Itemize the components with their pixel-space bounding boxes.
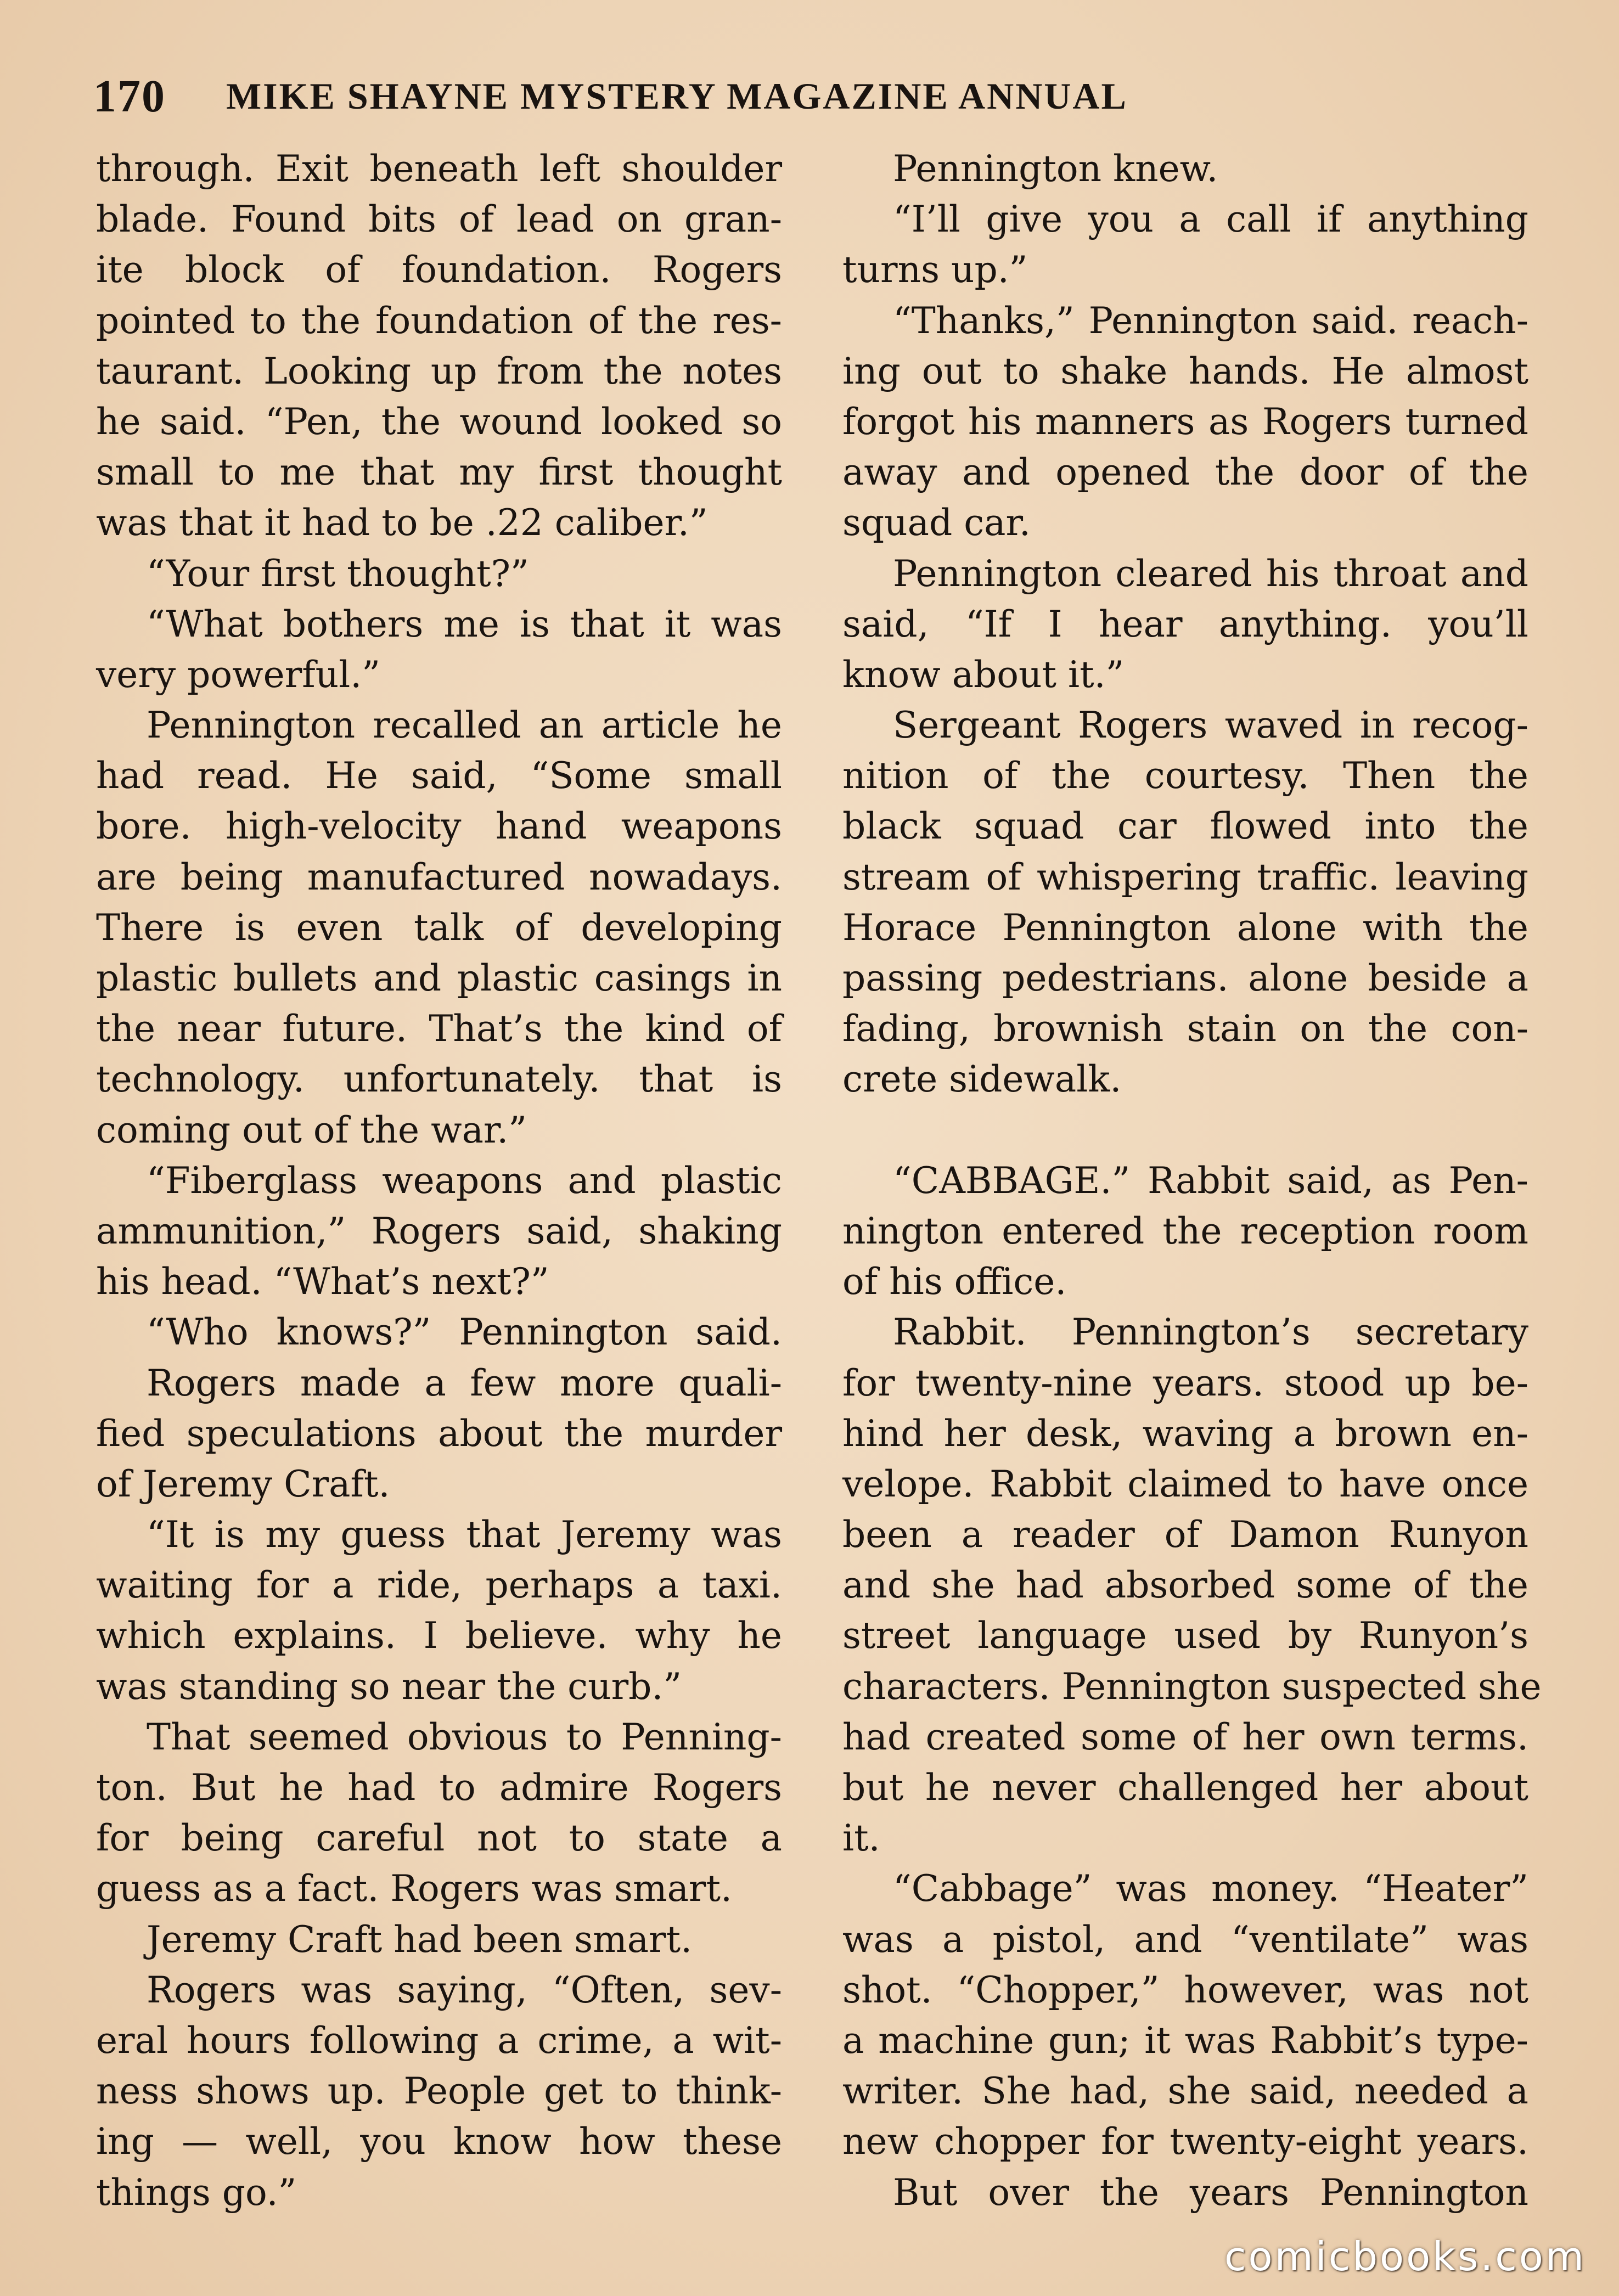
text-line: velope. Rabbit claimed to have once bbox=[842, 1462, 1528, 1505]
text-line: “Your first thought?” bbox=[147, 552, 529, 595]
text-line: small to me that my first thought bbox=[96, 451, 782, 494]
text-line: black squad car flowed into the bbox=[842, 805, 1528, 848]
text-line: of his office. bbox=[842, 1260, 1067, 1303]
text-line: nington entered the reception room bbox=[842, 1209, 1528, 1252]
text-line bbox=[842, 1105, 1528, 1156]
text-line: shot. “Chopper,” however, was not bbox=[842, 1968, 1528, 2011]
text-line: writer. She had, she said, needed a bbox=[842, 2070, 1528, 2113]
running-head: MIKE SHAYNE MYSTERY MAGAZINE ANNUAL bbox=[226, 75, 1128, 117]
page-header bbox=[93, 66, 1531, 126]
text-line: very powerful.” bbox=[96, 653, 381, 696]
text-line: but he never challenged her about bbox=[842, 1766, 1528, 1809]
text-line: was that it had to be .22 caliber.” bbox=[96, 502, 708, 544]
text-line: Rogers made a few more quali- bbox=[147, 1361, 782, 1404]
text-line: for being careful not to state a bbox=[96, 1817, 782, 1860]
text-line: That seemed obvious to Penning- bbox=[147, 1715, 782, 1758]
text-line: “Cabbage” was money. “Heater” bbox=[893, 1867, 1528, 1910]
text-line: ing out to shake hands. He almost bbox=[842, 350, 1528, 392]
text-line: turns up.” bbox=[842, 249, 1028, 291]
text-line: had read. He said, “Some small bbox=[96, 755, 782, 797]
text-line: Horace Pennington alone with the bbox=[842, 906, 1528, 949]
text-line: Pennington cleared his throat and bbox=[893, 552, 1528, 595]
text-line: Jeremy Craft had been smart. bbox=[147, 1918, 693, 1961]
text-line: away and opened the door of the bbox=[842, 451, 1528, 494]
text-line: “Fiberglass weapons and plastic bbox=[147, 1159, 782, 1202]
text-line: “CABBAGE.” Rabbit said, as Pen- bbox=[893, 1159, 1528, 1202]
text-line: things go.” bbox=[96, 2171, 297, 2214]
text-line: ite block of foundation. Rogers bbox=[96, 249, 782, 291]
text-line: eral hours following a crime, a wit- bbox=[96, 2019, 782, 2062]
right-column bbox=[842, 144, 1542, 2218]
text-line: know about it.” bbox=[842, 653, 1125, 696]
text-line: a machine gun; it was Rabbit’s type- bbox=[842, 2019, 1528, 2062]
text-line: are being manufactured nowadays. bbox=[96, 856, 782, 898]
text-line: plastic bullets and plastic casings in bbox=[96, 957, 782, 999]
text-line: ing — well, you know how these bbox=[96, 2120, 782, 2163]
text-line: fied speculations about the murder bbox=[96, 1412, 782, 1455]
text-line: and she had absorbed some of the bbox=[842, 1564, 1528, 1607]
text-line: for twenty-nine years. stood up be- bbox=[842, 1361, 1528, 1404]
text-line: new chopper for twenty-eight years. bbox=[842, 2120, 1528, 2163]
text-line: Sergeant Rogers waved in recog- bbox=[893, 704, 1528, 747]
text-line: crete sidewalk. bbox=[842, 1058, 1122, 1101]
text-line: ness shows up. People get to think- bbox=[96, 2070, 782, 2113]
page-number: 170 bbox=[93, 70, 166, 122]
text-line: waiting for a ride, perhaps a taxi. bbox=[96, 1564, 782, 1607]
text-line: Pennington recalled an article he bbox=[147, 704, 782, 747]
text-line: he said. “Pen, the wound looked so bbox=[96, 400, 782, 443]
text-line: blade. Found bits of lead on gran- bbox=[96, 198, 782, 241]
text-line: of Jeremy Craft. bbox=[96, 1462, 390, 1505]
text-line: coming out of the war.” bbox=[96, 1108, 527, 1151]
text-line: But over the years Pennington bbox=[893, 2171, 1528, 2214]
watermark: comicbooks.com bbox=[1224, 2233, 1586, 2280]
text-line: “I’ll give you a call if anything bbox=[893, 198, 1528, 241]
text-line: technology. unfortunately. that is bbox=[96, 1058, 782, 1101]
text-line: fading, brownish stain on the con- bbox=[842, 1008, 1528, 1050]
text-line: Rogers was saying, “Often, sev- bbox=[147, 1968, 782, 2011]
text-line: through. Exit beneath left shoulder bbox=[96, 148, 782, 190]
text-line: Pennington knew. bbox=[893, 148, 1218, 190]
text-line: nition of the courtesy. Then the bbox=[842, 755, 1528, 797]
text-line: bore. high-velocity hand weapons bbox=[96, 805, 782, 848]
text-line: “What bothers me is that it was bbox=[147, 603, 782, 645]
text-line: it. bbox=[842, 1817, 880, 1860]
text-line: “It is my guess that Jeremy was bbox=[147, 1513, 782, 1556]
text-line: said, “If I hear anything. you’ll bbox=[842, 603, 1528, 645]
text-line: “Thanks,” Pennington said. reach- bbox=[893, 299, 1528, 342]
text-line: ammunition,” Rogers said, shaking bbox=[96, 1209, 782, 1252]
left-column bbox=[96, 144, 782, 2218]
text-line: which explains. I believe. why he bbox=[96, 1614, 782, 1657]
text-line: the near future. That’s the kind of bbox=[96, 1008, 782, 1050]
text-line: had created some of her own terms. bbox=[842, 1715, 1528, 1758]
text-line: been a reader of Damon Runyon bbox=[842, 1513, 1528, 1556]
text-line: squad car. bbox=[842, 502, 1031, 544]
text-line: pointed to the foundation of the res- bbox=[96, 299, 782, 342]
text-line: passing pedestrians. alone beside a bbox=[842, 957, 1528, 999]
text-line: taurant. Looking up from the notes bbox=[96, 350, 782, 392]
text-line: ton. But he had to admire Rogers bbox=[96, 1766, 782, 1809]
text-line: forgot his manners as Rogers turned bbox=[842, 400, 1528, 443]
text-line: was standing so near the curb.” bbox=[96, 1665, 682, 1708]
text-line: stream of whispering traffic. leaving bbox=[842, 856, 1528, 898]
text-line: There is even talk of developing bbox=[96, 906, 782, 949]
text-line: hind her desk, waving a brown en- bbox=[842, 1412, 1528, 1455]
text-line: street language used by Runyon’s bbox=[842, 1614, 1528, 1657]
text-line: was a pistol, and “ventilate” was bbox=[842, 1918, 1528, 1961]
text-line: characters. Pennington suspected she bbox=[842, 1665, 1542, 1708]
text-line: “Who knows?” Pennington said. bbox=[147, 1311, 782, 1354]
text-line: guess as a fact. Rogers was smart. bbox=[96, 1867, 732, 1910]
text-line: his head. “What’s next?” bbox=[96, 1260, 549, 1303]
text-line: Rabbit. Pennington’s secretary bbox=[893, 1311, 1528, 1354]
